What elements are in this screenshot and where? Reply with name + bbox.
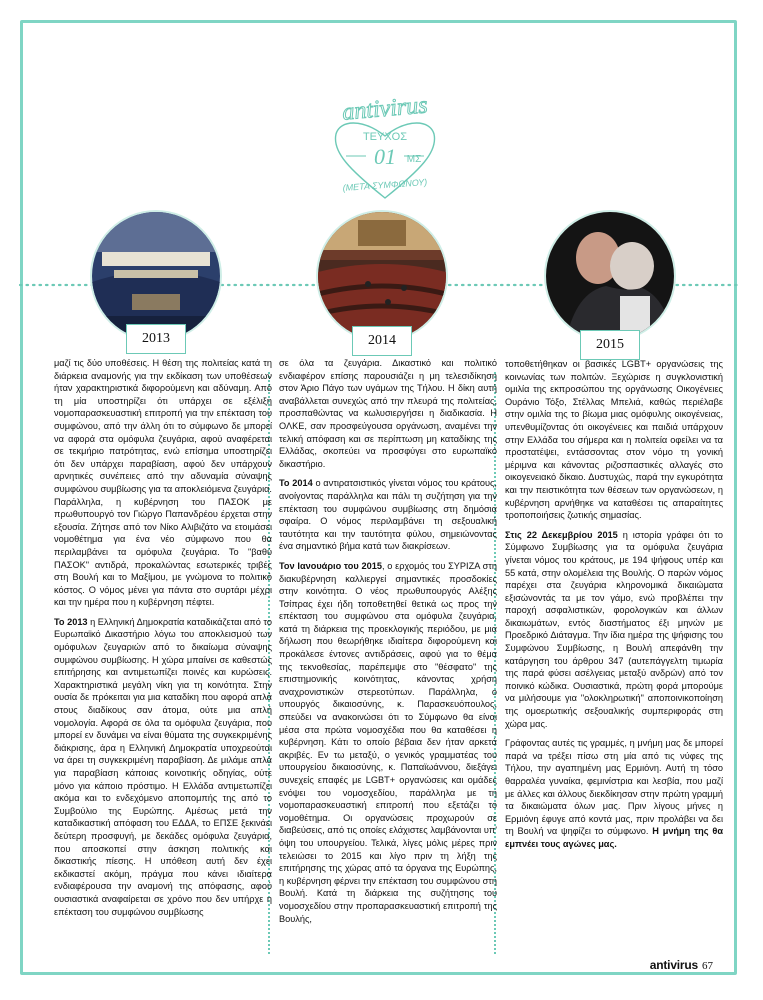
year-label-2014: 2014 (352, 326, 412, 356)
paragraph: τοποθετήθηκαν οι βασικές LGBT+ οργανώσεις της κοινωνίας των πολιτών. Ξεχώρισε η συγκλονιστική ομιλία της εκπροσώπου της οργάνωσης Οικογένειες Ουράνιο Τόξο, Στέλλας Μπελιά, καθώς περιέλαβε στην ομιλία της το βίωμα μιας ομόφυλης οικογένειας, υπενθυμίζοντας ότι οικογένειες και παιδιά υπάρχουν στην Ελλάδα του σήμερα και η πολιτεία οφείλει να τα προστατέψει, εντάσσοντας στον νόμο τη γονική μέριμνα και κάνοντας ριζοσπαστικές αλλαγές στο οικογενειακό δίκαιο. Δυστυχώς, παρά την εγκυρότητα και την πειστικότητα των θέσεων των οργανώσεων, η κυβέρνηση αρνήθηκε να καταθέσει τις απαραίτητες τροποποιήσεις ζωτικής σημασίας. (505, 359, 723, 521)
logo-issue-word: ΤΕΥΧΟΣ (362, 131, 408, 143)
parliament-photo (318, 212, 446, 340)
logo-issue-suffix: ΜΣ (406, 154, 422, 165)
paragraph-lead: Στις 22 Δεκεμβρίου 2015 (505, 529, 618, 540)
embrace-photo (546, 212, 674, 340)
article-column-3 (505, 358, 723, 858)
paragraph-lead: Τον Ιανουάριο του 2015 (279, 560, 382, 571)
paragraph: Γράφοντας αυτές τις γραμμές, η μνήμη μας δε μπορεί παρά να τρέξει πίσω στη μία από τις νύφες της Τήλου, την αγαπημένη μας Ερμιόνη. Αυτή τη τόσο θαρραλέα γυναίκα, φεμινίστρια και λεσβία, που μαζί με άλλες και άλλους διεκδίκησαν στην πρώτη γραμμή τα δικαιώματα όλων μας. Πριν λίγους μήνες η Ερμιόνη έφυγε από κοντά μας, πριν προλάβει να δει τη Βουλή να ψηφίζει το σύμφωνο. Η μνήμη της θα εμπνέει τους αγώνες μας. (505, 738, 723, 849)
article-column-2 (279, 357, 497, 932)
paragraph: Το 2014 ο αντιρατσιστικός γίνεται νόμος του κράτους, ανοίγοντας παράλληλα και πάλι τη συζήτηση για την επέκταση του συμφώνου συμβίωσης στη δημόσια σφαίρα. Ο νόμος περιλαμβάνει τη σεξουαλική ταυτότητα και την ταυτότητα φύλου, σημειώνοντας ένα σημαντικό βήμα κατά των διακρίσεων. (279, 478, 497, 552)
page-number: 67 (702, 960, 713, 972)
page-footer (650, 958, 713, 972)
logo-brand: antivirus (341, 92, 429, 126)
paragraph: Τον Ιανουάριο του 2015, ο ερχομός του ΣΥΡΙΖΑ στη διακυβέρνηση καλλιεργεί σημαντικές προσδοκίες στην κοινότητα. Ο νέος πρωθυπουργός Αλέξης Τσίπρας έχει ήδη τοποθετηθεί θετικά ως προς την επέκταση του συμφώνου στα ομόφυλα ζευγάρια, κατά τη διάρκεια της προεκλογικής περιόδου, με μια δήλωση που θεωρήθηκε ιδιαίτερα διφορούμενη και προκάλεσε έντονες αντιδράσεις, αφού για το θέμα της τεκνοθεσίας, παρέπεμψε στο "θέσφατο" της επιστημονικής κοινότητας, κάνοντας χρήση αναχρονιστικών στερεοτύπων. Παράλληλα, ο υπουργός δικαιοσύνης, κ. Παρασκευόπουλος, σπεύδει να ανακοινώσει ότι το Σύμφωνο θα είναι μέσα στα πρώτα νομοσχέδια που θα καταθέσει η κυβέρνηση. Κάτι το οποίο βέβαια δεν ήταν αρκετά ακριβές. Εν τω μεταξύ, ο γενικός γραμματέας του υπουργείου δικαιοσύνης, κ. Παπαϊωάννου, διεξάγει συνεχείς επαφές με LGBT+ οργανώσεις και ομάδες ενόψει του νομοσχεδίου, παράλληλα με τη νομοπαρασκευαστική επιτροπή που εξετάζει το νομοθέτημα. Οι οργανώσεις προχωρούν σε διαβεύσεις, από τις οποίες ελάχιστες λαμβάνονται υπ' όψη του υπουργείου. Τελικά, λίγες μόλις μέρες πριν τελειώσει το 2015 και λίγο πριν τη λήξη της επιτήρησης της χώρας από τα όργανα της Ευρώπης, η κυβέρνηση φέρνει την επέκταση του συμφώνου στη Βουλή. Κατά τη διάρκεια της συζήτησης του νομοσχεδίου στην προπαρασκευαστική επιτροπή της Βουλής, (279, 560, 497, 924)
paragraph: Στις 22 Δεκεμβρίου 2015 η ιστορία γράφει ότι το Σύμφωνο Συμβίωσης για τα ομόφυλα ζευγάρια γίνεται νόμος του κράτους, με 194 ψήφους υπέρ και 55 κατά, στην ολομέλεια της Βουλής. Ο παρών νόμος παρέχει στα ζευγάρια κληρονομικά δικαιώματα εξισώνοντάς τα με τον γάμο, ενώ προβλέπει την παροχή ασφαλιστικών, φορολογικών και άλλων δικαιωμάτων, εντός διαστήματος έξι μηνών με Προεδρικό Διάταγμα. Την ίδια ημέρα της ψήφισης του Συμφώνου Συμβίωσης, η Βουλή απεφάνθη την κατάργηση του άρθρου 347 (αυτεπάγγελτη τιμωρία της παρά φύσει ασέλγειας μεταξύ ανδρών) από τον ποινικό κώδικα. Ουσιαστικά, πρώτη φορά μπορούμε να μιλήσουμε για "ολοκληρωτική" αποποινικοποίηση της ομοερωτικής σεξουαλικής συμπεριφοράς στη χώρα μας. (505, 529, 723, 729)
paragraph-lead: Το 2014 (279, 478, 313, 489)
closing-statement: Η μνήμη της θα εμπνέει τους αγώνες μας. (505, 826, 723, 849)
logo-issue-number: 01 (374, 144, 396, 169)
year-label-2015: 2015 (580, 330, 640, 360)
paragraph: Το 2013 η Ελληνική Δημοκρατία καταδικάζεται από το Ευρωπαϊκό Δικαστήριο λόγω του αποκλεισμού των ομόφυλων ζευγαριών από το δικαίωμα σύναψης συμφώνου συμβίωσης. Η χώρα μπαίνει σε καθεστώς επιτήρησης και αντιμετωπίζει ποινές και κυρώσεις. Χαρακτηριστικά μεγάλη νίκη για τη κοινότητα. Στην ουσία δε πρόκειται για μια καταδίκη που αφορά απλά στους διαδίκους σαν άτομα, ούτε μια απλή νομολογία. Αφορά σε όλα τα ομόφυλα ζευγάρια, που μπορεί εν δυνάμει να είναι θύματα της συγκεκριμένης διάκρισης, άρα η Ελληνική Δημοκρατία υποχρεούται να άρει τη συγκεκριμένη παραβίαση. Δε μιλάμε απλά για παραβίαση κάποιας κοινοτικής οδηγίας, ούτε μόνο για κάποιο πρόστιμο. Η Ελλάδα αντιμετωπίζει ακόμα και το ενδεχόμενο αποπομπής της από το Συμβούλιο της Ευρώπης. Αμέσως μετά την καταδικαστική απόφαση του ΕΔΔΑ, το ΕΠΣΕ ξεκινάει δεύτερη προσφυγή, με δεκάδες ομόφυλα ζευγάρια, που αποσκοπεί στην άσκηση πολιτικής και δικαστικής πίεσης. Η υπόθεση αυτή δεν έχει εκδικαστεί ακόμη, πράγμα που κάνει ιδιαίτερα ενδιαφέρουσα την αναμονή της απόφασης, αφού ουσιαστικά αναφαίρεται σε χρόνο που δεν υπήρχε η επέκταση του συμφώνου συμβίωσης (54, 616, 272, 917)
paragraph: σε όλα τα ζευγάρια. Δικαστικό και πολιτικό ενδιαφέρον επίσης παρουσιάζει η μη τελεσιδίκηση στον Άριο Πάγο των υγάμων της Τήλου. Η δίκη αυτή αναβάλλεται συνεχώς από την πλευρά της πολιτείας, προσπαθώντας να κωλυσιεργήσει η διαδικασία. Η ΟΛΚΕ, σαν προσφεύγουσα οργάνωση, αναμένει την τελική απόφαση και σε περίπτωση μη καταδίκης της Ελλάδας, σκοπεύει να προσφύγει στο ευρωπαϊκό δικαστήριο. (279, 358, 497, 469)
paragraph-lead: Το 2013 (54, 616, 88, 627)
logo-graphic (310, 90, 460, 205)
logo-subtitle: (ΜΕΤΑ ΣΥΜΦΩΝΟΥ) (342, 177, 428, 193)
footer-brand: antivirus (649, 958, 698, 972)
year-label-2013: 2013 (126, 324, 186, 354)
courtroom-photo (92, 212, 220, 340)
issue-logo (310, 90, 460, 205)
paragraph: μαζί τις δύο υποθέσεις. Η θέση της πολιτείας κατά τη διάρκεια αναμονής για την εκδίκαση των υποθέσεων ήταν χαρακτηριστικά διφορούμενη και αδύναμη. Από τη μία υποστηρίζει ότι υπάρχει σε εξέλιξη νομοπαρασκευαστική επιτροπή για την επέκταση του συμφώνου, από την άλλη ότι το σύμφωνο δε μπορεί να αφορά στα ομόφυλα ζευγάρια, αφού αναφέρεται σε τεκμήριο πατρότητας, ενώ επίσημα υποστηρίζει ότι δεν υπάρχει παραβίαση, αφού δεν υπάρχουν αρνητικές συνέπειες από την αδυναμία σύναψης συμφώνου συμβίωσης για τα αποκλειόμενα ζευγάρια. Παράλληλα, η κυβέρνηση του ΠΑΣΟΚ με πρωθυπουργό τον Γιώργο Παπανδρέου έρχεται στην εξουσία. Ζήτησε από τον Νίκο Αλιβιζάτο να ετοιμάσει νομοθέτημα για ένα νέο σύμφωνο που θα περιλαμβάνει τα ομόφυλα ζευγάρια. Το "βαθύ ΠΑΣΟΚ" αντιδρά, προκαλώντας εσωτερικές τριβές στη Βουλή και το Μαξίμου, με γνώμονα το πολιτικό κόστος. Ο νόμος μένει για πάντα στο συρτάρι μέχρι και την ημέρα που η κυβέρνηση πέφτει. (54, 358, 272, 608)
article-column-1 (54, 357, 272, 925)
